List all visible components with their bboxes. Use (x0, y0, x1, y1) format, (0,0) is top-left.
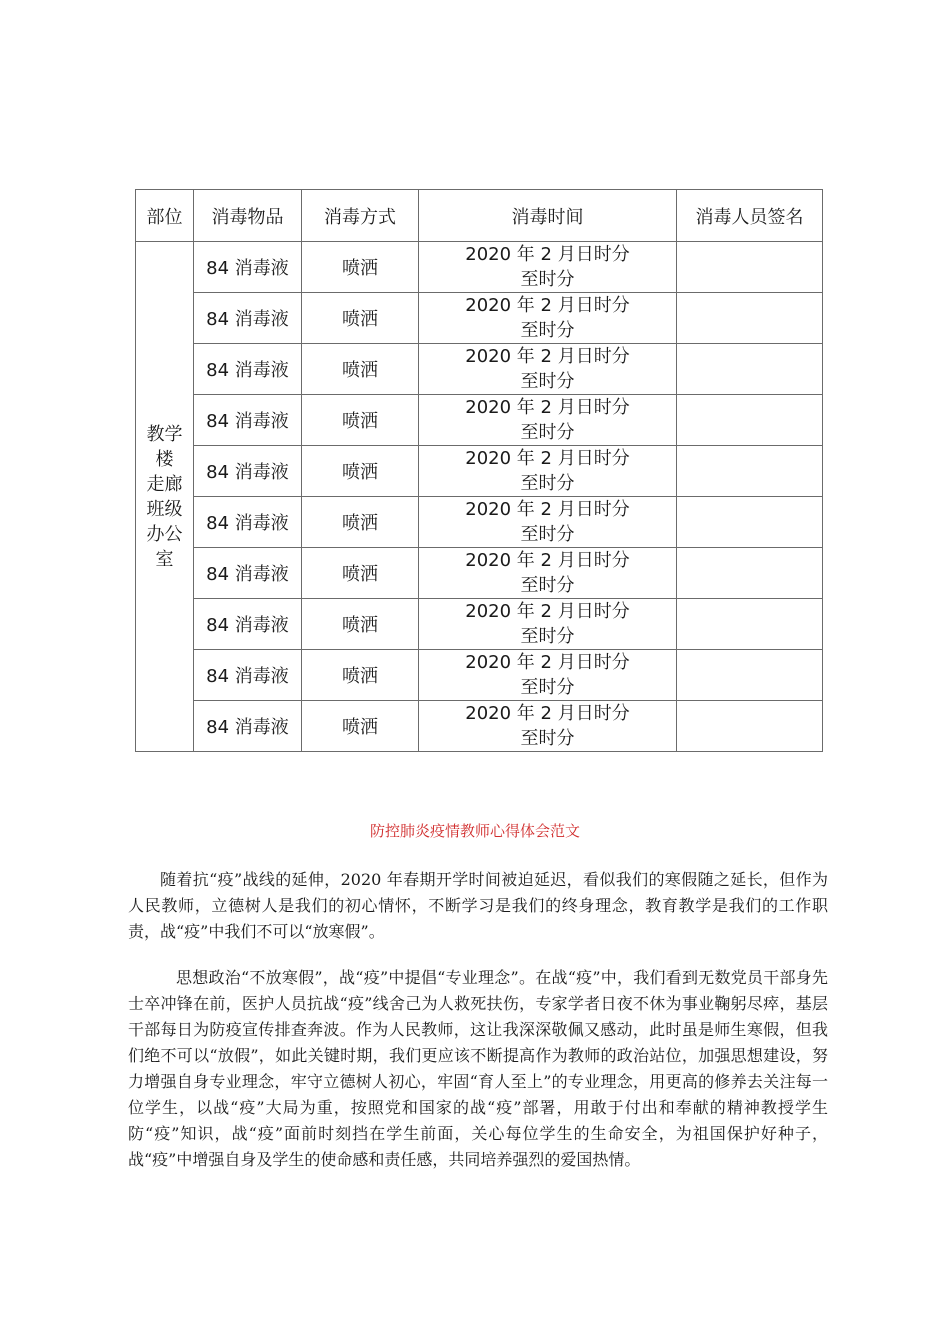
table-body (136, 242, 823, 752)
time-end: 至时分 (520, 422, 575, 443)
time-end: 至时分 (520, 524, 575, 545)
signature-cell[interactable] (677, 497, 823, 548)
time-cell (419, 548, 677, 599)
part-line: 室 (155, 548, 174, 570)
method-cell: 喷洒 (302, 548, 419, 599)
part-line: 班级 (146, 498, 183, 520)
table-row (136, 446, 823, 497)
method-cell: 喷洒 (302, 242, 419, 293)
time-cell (419, 650, 677, 701)
signature-cell[interactable] (677, 242, 823, 293)
signature-cell[interactable] (677, 650, 823, 701)
part-line: 楼 (155, 448, 174, 470)
method-cell: 喷洒 (302, 599, 419, 650)
table-row (136, 599, 823, 650)
time-start: 2020 年 2 月日时分 (465, 397, 630, 418)
time-end: 至时分 (520, 575, 575, 596)
signature-cell[interactable] (677, 395, 823, 446)
method-cell: 喷洒 (302, 497, 419, 548)
table-row (136, 344, 823, 395)
part-cell (136, 242, 194, 752)
table-row (136, 548, 823, 599)
time-start: 2020 年 2 月日时分 (465, 346, 630, 367)
signature-cell[interactable] (677, 548, 823, 599)
time-end: 至时分 (520, 269, 575, 290)
item-cell: 84 消毒液 (194, 599, 302, 650)
method-cell: 喷洒 (302, 293, 419, 344)
table-row (136, 650, 823, 701)
time-cell (419, 446, 677, 497)
time-cell (419, 242, 677, 293)
time-start: 2020 年 2 月日时分 (465, 601, 630, 622)
table-row (136, 293, 823, 344)
table-header-row (136, 190, 823, 242)
item-cell: 84 消毒液 (194, 548, 302, 599)
time-cell (419, 701, 677, 752)
time-cell (419, 344, 677, 395)
table-row (136, 395, 823, 446)
signature-cell[interactable] (677, 599, 823, 650)
article-paragraph-2: 思想政治“不放寒假”，战“疫”中提倡“专业理念”。在战“疫”中，我们看到无数党员干部身先士卒冲锋在前，医护人员抗战“疫”线舍己为人救死扶伤，专家学者日夜不休为事业鞠躬尽瘁，基层干部每日为防疫宣传排查奔波。作为人民教师，这让我深深敬佩又感动，此时虽是师生寒假，但我们绝不可以“放假”，如此关键时期，我们更应该不断提高作为教师的政治站位，加强思想建设，努力增强自身专业理念，牢守立德树人初心，牢固“育人至上”的专业理念，用更高的修养去关注每一位学生，以战“疫”大局为重，按照党和国家的战“疫”部署，用敢于付出和奉献的精神教授学生防“疫”知识，战“疫”面前时刻挡在学生前面，关心每位学生的生命安全，为祖国保护好种子，战“疫”中增强自身及学生的使命感和责任感，共同培养强烈的爱国热情。 (128, 968, 828, 1169)
header-part: 部位 (136, 190, 194, 242)
method-cell: 喷洒 (302, 344, 419, 395)
method-cell: 喷洒 (302, 701, 419, 752)
time-end: 至时分 (520, 320, 575, 341)
time-end: 至时分 (520, 626, 575, 647)
item-cell: 84 消毒液 (194, 293, 302, 344)
disinfection-log-table (135, 189, 823, 752)
item-cell: 84 消毒液 (194, 395, 302, 446)
table-row (136, 701, 823, 752)
item-cell: 84 消毒液 (194, 344, 302, 395)
header-item: 消毒物品 (194, 190, 302, 242)
article-title: 防控肺炎疫情教师心得体会范文 (369, 822, 580, 840)
header-sign: 消毒人员签名 (677, 190, 823, 242)
time-start: 2020 年 2 月日时分 (465, 550, 630, 571)
table-row (136, 497, 823, 548)
signature-cell[interactable] (677, 446, 823, 497)
item-cell: 84 消毒液 (194, 701, 302, 752)
signature-cell[interactable] (677, 701, 823, 752)
table-row (136, 242, 823, 293)
item-cell: 84 消毒液 (194, 650, 302, 701)
article-paragraph-1: 随着抗“疫”战线的延伸，2020 年春期开学时间被迫延迟，看似我们的寒假随之延长，但作为人民教师，立德树人是我们的初心情怀，不断学习是我们的终身理念，教育教学是我们的工作职责，战“疫”中我们不可以“放寒假”。 (128, 870, 828, 941)
item-cell: 84 消毒液 (194, 242, 302, 293)
time-start: 2020 年 2 月日时分 (465, 295, 630, 316)
method-cell: 喷洒 (302, 395, 419, 446)
item-cell: 84 消毒液 (194, 446, 302, 497)
method-cell: 喷洒 (302, 650, 419, 701)
signature-cell[interactable] (677, 293, 823, 344)
header-time: 消毒时间 (419, 190, 677, 242)
time-start: 2020 年 2 月日时分 (465, 244, 630, 265)
time-cell (419, 599, 677, 650)
time-cell (419, 293, 677, 344)
header-method: 消毒方式 (302, 190, 419, 242)
time-start: 2020 年 2 月日时分 (465, 703, 630, 724)
time-cell (419, 497, 677, 548)
time-start: 2020 年 2 月日时分 (465, 652, 630, 673)
time-start: 2020 年 2 月日时分 (465, 499, 630, 520)
part-line: 走廊 (146, 473, 183, 495)
time-cell (419, 395, 677, 446)
time-end: 至时分 (520, 371, 575, 392)
time-end: 至时分 (520, 677, 575, 698)
time-end: 至时分 (520, 728, 575, 749)
item-cell: 84 消毒液 (194, 497, 302, 548)
part-line: 办公 (146, 523, 183, 545)
part-line: 教学 (146, 423, 183, 445)
time-start: 2020 年 2 月日时分 (465, 448, 630, 469)
method-cell: 喷洒 (302, 446, 419, 497)
signature-cell[interactable] (677, 344, 823, 395)
time-end: 至时分 (520, 473, 575, 494)
